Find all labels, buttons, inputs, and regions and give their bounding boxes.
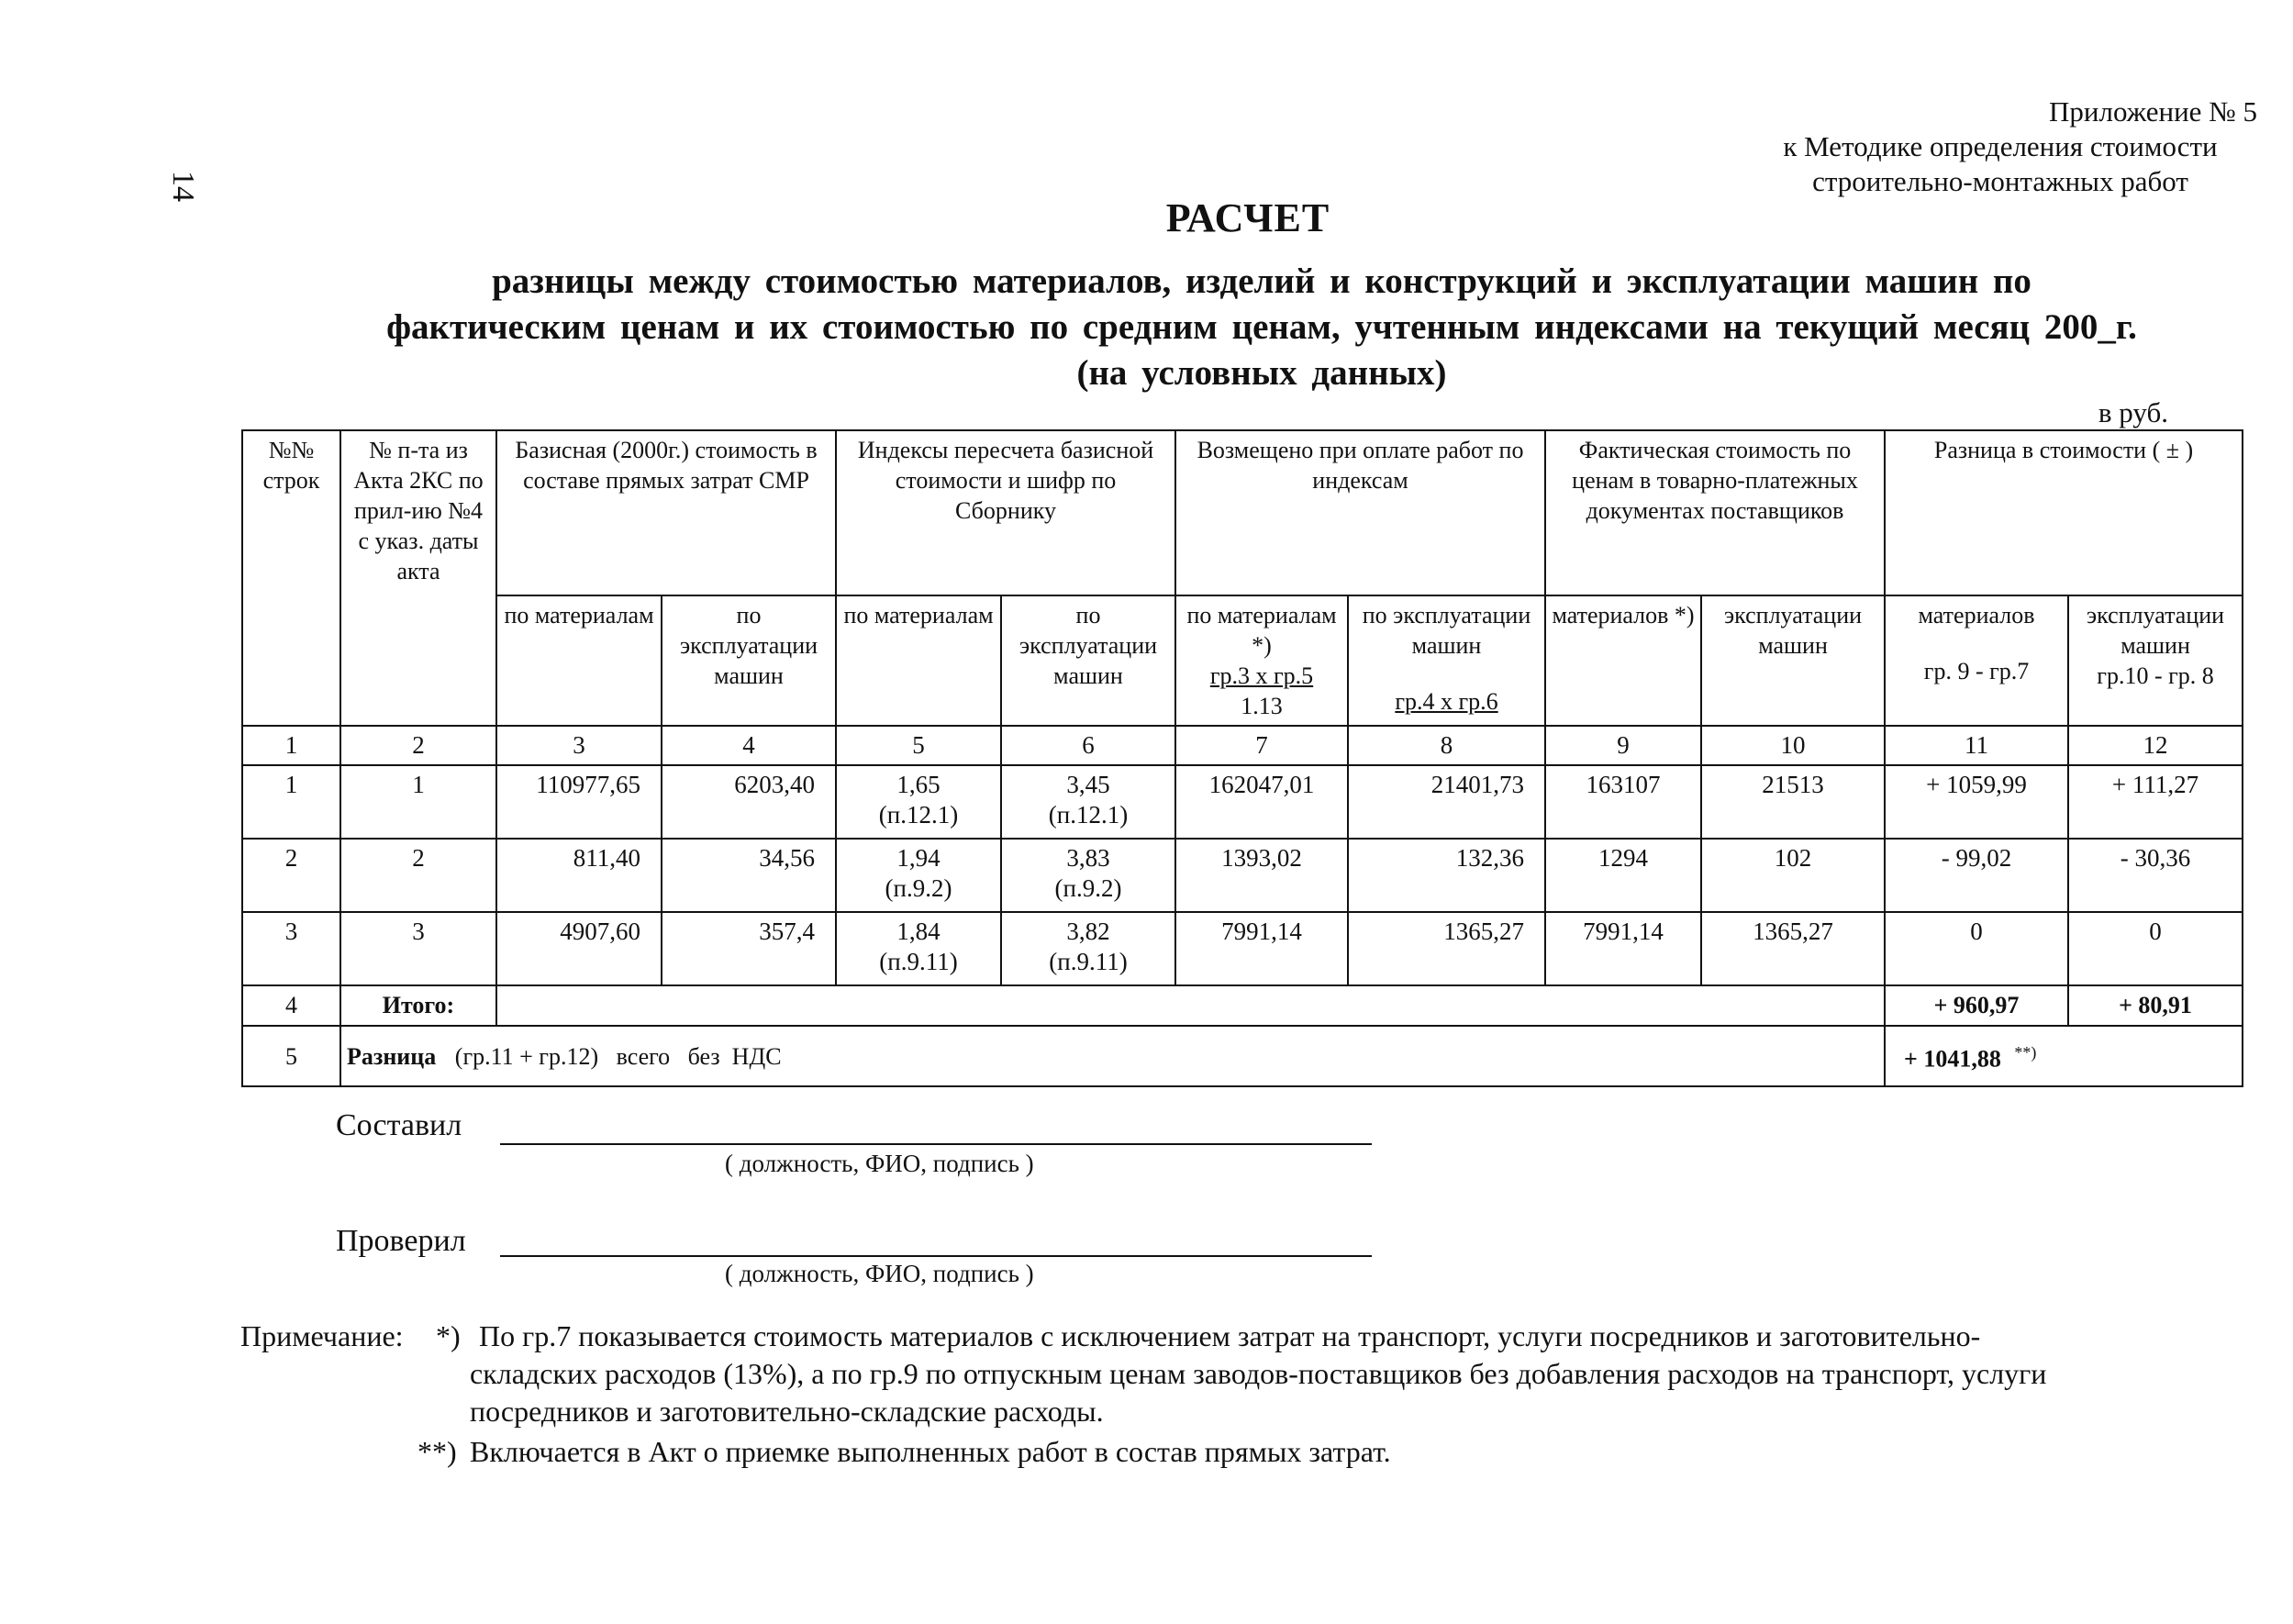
header-row-number: №№ строк: [242, 430, 340, 726]
currency-unit: в руб.: [2098, 396, 2168, 428]
column-number: 8: [1348, 726, 1545, 765]
note-text1-cont: [470, 1355, 2268, 1430]
cell-base-machines: 6203,40: [662, 765, 836, 839]
cell-diff-materials: + 1059,99: [1885, 765, 2068, 839]
note-prefix: Примечание:: [240, 1319, 404, 1352]
composed-label: Составил: [336, 1108, 462, 1142]
page-number: 14: [166, 171, 200, 202]
cell-base-machines: 357,4: [662, 912, 836, 985]
appendix-header: [1743, 95, 2257, 199]
subheader-reimbursed-machines-label: по эксплуатации машин: [1362, 602, 1531, 659]
cell-actual-materials: 163107: [1545, 765, 1701, 839]
cell-index-value: 3,82: [1066, 918, 1110, 945]
column-number: 5: [836, 726, 1001, 765]
composed-hint: ( должность, ФИО, подпись ): [725, 1150, 1034, 1177]
cell-base-machines: 34,56: [662, 839, 836, 912]
header-base-cost: Базисная (2000г.) стоимость в составе прямых затрат СМР: [496, 430, 836, 595]
appendix-line3: строительно-монтажных работ: [1812, 165, 2188, 197]
cell-reimbursed-machines: 21401,73: [1348, 765, 1545, 839]
cell-index-machines: [1001, 765, 1175, 839]
cell-index-code: (п.9.11): [879, 948, 958, 975]
table-row: [242, 839, 2243, 912]
header-difference: Разница в стоимости ( ± ): [1885, 430, 2243, 595]
total-diff-materials: + 960,97: [1885, 985, 2068, 1026]
difference-label-rest: (гр.11 + гр.12) всего без НДС: [454, 1042, 782, 1070]
column-number-row: [242, 726, 2243, 765]
difference-row: [242, 1026, 2243, 1086]
cell-reimbursed-machines: 132,36: [1348, 839, 1545, 912]
difference-total: [1885, 1026, 2243, 1086]
column-number: 6: [1001, 726, 1175, 765]
total-row: [242, 985, 2243, 1026]
checked-label: Проверил: [336, 1224, 466, 1258]
cell-actual-materials: 7991,14: [1545, 912, 1701, 985]
cell-act-item: 3: [340, 912, 496, 985]
cell-base-materials: 4907,60: [496, 912, 662, 985]
note-text1-line1: По гр.7 показывается стоимость материалов с исключением затрат на транспорт, услуги посредников и заготовительно-: [479, 1319, 1981, 1352]
subheader-diff-machines: [2068, 595, 2243, 726]
cell-actual-machines: 1365,27: [1701, 912, 1885, 985]
cell-reimbursed-materials: 7991,14: [1175, 912, 1348, 985]
difference-value: + 1041,88: [1904, 1045, 2001, 1073]
cell-index-materials: [836, 765, 1001, 839]
cell-index-materials: [836, 839, 1001, 912]
subheader-actual-materials: материалов *): [1545, 595, 1701, 726]
total-label: Итого:: [340, 985, 496, 1026]
cell-base-materials: 110977,65: [496, 765, 662, 839]
subheader-index-machines: по эксплуатации машин: [1001, 595, 1175, 726]
difference-label: [340, 1026, 1885, 1086]
column-number: 9: [1545, 726, 1701, 765]
cell-diff-machines: + 111,27: [2068, 765, 2243, 839]
cell-reimbursed-machines: 1365,27: [1348, 912, 1545, 985]
cell-row-number: 2: [242, 839, 340, 912]
subheader-diff-materials: [1885, 595, 2068, 726]
document-title: РАСЧЕТ: [1165, 195, 1330, 240]
header-actual-cost: Фактическая стоимость по ценам в товарно-платежных документах поставщиков: [1545, 430, 1885, 595]
cell-row-number: 5: [242, 1026, 340, 1086]
difference-footnote-mark: **): [2014, 1043, 2037, 1062]
calculation-table: [241, 429, 2243, 1087]
header-act-item: № п-та из Акта 2КС по прил-ию №4 с указ. даты акта: [340, 430, 496, 726]
difference-label-bold: Разница: [347, 1042, 437, 1070]
cell-act-item: 1: [340, 765, 496, 839]
subheader-reimbursed-machines: [1348, 595, 1545, 726]
subheader-index-materials: по материалам: [836, 595, 1001, 726]
header-indexes: Индексы пересчета базисной стоимости и шифр по Сборнику: [836, 430, 1175, 595]
column-number: 10: [1701, 726, 1885, 765]
table-row: [242, 912, 2243, 985]
subheader-reimbursed-materials: [1175, 595, 1348, 726]
cell-index-value: 1,94: [896, 844, 941, 872]
column-number: 11: [1885, 726, 2068, 765]
subtitle-line1: разницы между стоимостью материалов, изделий и конструкций и эксплуатации машин по: [492, 261, 2031, 301]
subtitle-line3: (на условных данных): [1076, 353, 1447, 393]
subheader-base-machines: по эксплуатации машин: [662, 595, 836, 726]
cell-reimbursed-materials: 1393,02: [1175, 839, 1348, 912]
subtitle-line2: фактическим ценам и их стоимостью по средним ценам, учтенным индексами на текущий месяц 200_г.: [386, 307, 2137, 347]
column-number: 7: [1175, 726, 1348, 765]
subheader-diff-materials-formula: гр. 9 - гр.7: [1923, 658, 2030, 684]
subheader-base-materials: по материалам: [496, 595, 662, 726]
cell-base-materials: 811,40: [496, 839, 662, 912]
cell-reimbursed-materials: 162047,01: [1175, 765, 1348, 839]
note-text2: Включается в Акт о приемке выполненных работ в состав прямых затрат.: [470, 1435, 1391, 1468]
cell-diff-materials: - 99,02: [1885, 839, 2068, 912]
subheader-diff-machines-label: эксплуатации машин: [2087, 602, 2225, 659]
note-text1-line3: посредников и заготовительно-складские расходы.: [470, 1395, 1104, 1428]
subheader-diff-machines-formula: гр.10 - гр. 8: [2097, 662, 2214, 689]
cell-row-number: 3: [242, 912, 340, 985]
cell-row-number: 4: [242, 985, 340, 1026]
total-empty-span: [496, 985, 1885, 1026]
table-row: [242, 765, 2243, 839]
column-number: 4: [662, 726, 836, 765]
document-subtitle: [275, 259, 2248, 396]
note-mark1: *): [436, 1319, 461, 1352]
cell-actual-machines: 102: [1701, 839, 1885, 912]
total-diff-machines: + 80,91: [2068, 985, 2243, 1026]
subheader-reimbursed-materials-formula: гр.3 х гр.5: [1209, 662, 1314, 689]
cell-index-machines: [1001, 912, 1175, 985]
column-number: 3: [496, 726, 662, 765]
column-number: 1: [242, 726, 340, 765]
column-number: 2: [340, 726, 496, 765]
appendix-line2: к Методике определения стоимости: [1783, 130, 2218, 162]
checked-hint: ( должность, ФИО, подпись ): [725, 1260, 1034, 1287]
subheader-reimbursed-machines-formula: гр.4 х гр.6: [1395, 688, 1498, 715]
cell-index-value: 3,83: [1066, 844, 1110, 872]
cell-diff-machines: 0: [2068, 912, 2243, 985]
cell-index-value: 1,65: [896, 771, 941, 798]
note-mark2: **): [417, 1435, 457, 1468]
cell-row-number: 1: [242, 765, 340, 839]
note-text1-line2: складских расходов (13%), а по гр.9 по отпускным ценам заводов-поставщиков без добавления расходов на транспорт, услуги: [470, 1357, 2047, 1390]
appendix-line1: Приложение № 5: [2049, 95, 2257, 128]
cell-index-code: (п.9.2): [1054, 874, 1122, 902]
cell-index-code: (п.9.11): [1049, 948, 1128, 975]
cell-diff-machines: - 30,36: [2068, 839, 2243, 912]
cell-index-code: (п.12.1): [1048, 801, 1129, 829]
column-number: 12: [2068, 726, 2243, 765]
subheader-reimbursed-materials-label: по материалам *): [1186, 602, 1337, 659]
cell-index-value: 1,84: [896, 918, 941, 945]
cell-index-materials: [836, 912, 1001, 985]
subheader-reimbursed-materials-divisor: 1.13: [1241, 693, 1283, 719]
subheader-actual-machines: эксплуатации машин: [1701, 595, 1885, 726]
checked-signature-line[interactable]: [500, 1255, 1372, 1257]
cell-diff-materials: 0: [1885, 912, 2068, 985]
cell-index-machines: [1001, 839, 1175, 912]
header-reimbursed: Возмещено при оплате работ по индексам: [1175, 430, 1545, 595]
cell-index-code: (п.9.2): [885, 874, 952, 902]
note-text1: [479, 1318, 2268, 1355]
cell-index-code: (п.12.1): [878, 801, 959, 829]
composed-signature-line[interactable]: [500, 1143, 1372, 1145]
cell-actual-machines: 21513: [1701, 765, 1885, 839]
subheader-diff-materials-label: материалов: [1918, 602, 2035, 628]
cell-index-value: 3,45: [1066, 771, 1110, 798]
cell-actual-materials: 1294: [1545, 839, 1701, 912]
cell-act-item: 2: [340, 839, 496, 912]
